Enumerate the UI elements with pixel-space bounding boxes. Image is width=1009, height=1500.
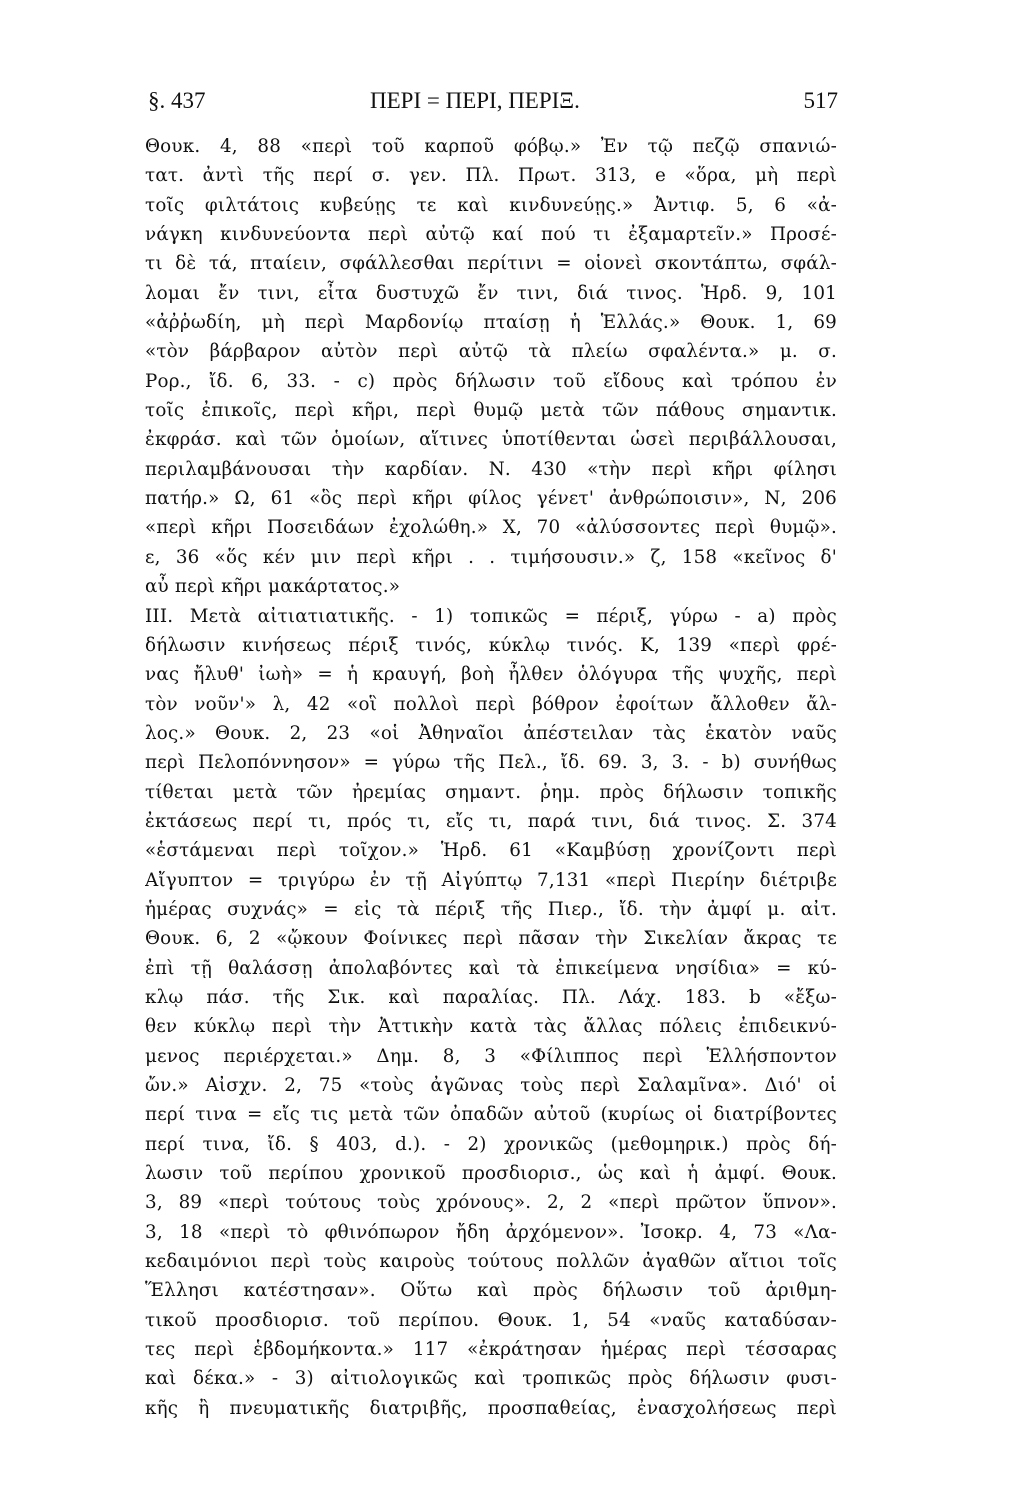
text-line: δήλωσιν κινήσεως πέριξ τινός, κύκλῳ τινός. Κ, 139 «περὶ φρέ-: [145, 634, 837, 656]
text-line: κλῳ πάσ. τῆς Σικ. καὶ παραλίας. Πλ. Λάχ. 183. b «ἔξω-: [145, 986, 837, 1008]
text-line: τι δὲ τά, πταίειν, σφάλλεσθαι περίτινι = οἱονεὶ σκοντάπτω, σφάλ-: [145, 253, 837, 275]
text-line: τες περὶ ἑβδομήκοντα.» 117 «ἐκράτησαν ἡμέρας περὶ τέσσαρας: [145, 1339, 837, 1361]
text-line: νάγκη κινδυνεύοντα περὶ αὐτῷ καί πού τι ἐξαμαρτεῖν.» Προσέ-: [145, 224, 837, 246]
text-line: λος.» Θουκ. 2, 23 «οἱ Ἀθηναῖοι ἀπέστειλαν τὰς ἑκατὸν ναῦς: [145, 722, 837, 744]
text-line: Ἕλλησι κατέστησαν». Οὕτω καὶ πρὸς δήλωσιν τοῦ ἀριθμη-: [145, 1280, 837, 1302]
text-line: «ἑστάμεναι περὶ τοῖχον.» Ἡρδ. 61 «Καμβύσῃ χρονίζοντι περὶ: [145, 840, 837, 862]
text-line: κεδαιμόνιοι περὶ τοὺς καιροὺς τούτους πολλῶν ἀγαθῶν αἴτιοι τοῖς: [145, 1251, 837, 1273]
text-line: ε, 36 «ὅς κέν μιν περὶ κῆρι . . τιμήσουσιν.» ζ, 158 «κεῖνος δ': [145, 546, 837, 568]
text-line: κῆς ἢ πνευματικῆς διατριβῆς, προσπαθείας, ἐνασχολήσεως περὶ: [145, 1397, 837, 1419]
text-line: «ἀῤῥωδίη, μὴ περὶ Μαρδονίῳ πταίσῃ ἡ Ἑλλάς.» Θουκ. 1, 69: [145, 312, 837, 334]
text-line: πατήρ.» Ω, 61 «ὃς περὶ κῆρι φίλος γένετ' ἀνθρώποισιν», Ν, 206: [145, 488, 837, 510]
text-line: περί τινα, ἴδ. § 403, d.). - 2) χρονικῶς (μεθομηρικ.) πρὸς δή-: [145, 1133, 837, 1155]
page-header: [148, 88, 838, 122]
text-line: θεν κύκλῳ περὶ τὴν Ἀττικὴν κατὰ τὰς ἄλλας πόλεις ἐπιδεικνύ-: [145, 1016, 837, 1038]
text-line: ὤν.» Αἰσχν. 2, 75 «τοὺς ἀγῶνας τοὺς περὶ Σαλαμῖνα». Διό' οἱ: [145, 1075, 837, 1096]
text-line: «περὶ κῆρι Ποσειδάων ἐχολώθη.» Χ, 70 «ἀλύσσοντες περὶ θυμῷ».: [145, 517, 837, 539]
text-line: τοῖς ἐπικοῖς, περὶ κῆρι, περὶ θυμῷ μετὰ τῶν πάθους σημαντικ.: [145, 400, 837, 422]
text-line: ἐκφράσ. καὶ τῶν ὁμοίων, αἵτινες ὑποτίθενται ὡσεὶ περιβάλλουσαι,: [145, 429, 837, 451]
text-line: 3, 18 «περὶ τὸ φθινόπωρον ἤδη ἀρχόμενον». Ἰσοκρ. 4, 73 «Λα-: [145, 1221, 837, 1243]
text-line: Αἴγυπτον = τριγύρω ἐν τῇ Αἰγύπτῳ 7,131 «περὶ Πιερίην διέτριβε: [145, 869, 837, 891]
text-line: ἡμέρας συχνάς» = εἰς τὰ πέριξ τῆς Πιερ., ἴδ. τὴν ἀμφί μ. αἰτ.: [145, 898, 837, 920]
text-line: ἐκτάσεως περί τι, πρός τι, εἴς τι, παρά τινι, διά τινος. Σ. 374: [145, 810, 837, 832]
text-line: περὶ Πελοπόννησον» = γύρω τῆς Πελ., ἴδ. 69. 3, 3. - b) συνήθως: [145, 752, 837, 774]
text-line: καὶ δέκα.» - 3) αἰτιολογικῶς καὶ τροπικῶς πρὸς δήλωσιν φυσι-: [145, 1368, 837, 1390]
text-line: τίθεται μετὰ τῶν ἠρεμίας σημαντ. ῥημ. πρὸς δήλωσιν τοπικῆς: [145, 781, 837, 803]
section-number: §. 437: [148, 88, 206, 113]
text-line: 3, 89 «περὶ τούτους τοὺς χρόνους». 2, 2 «περὶ πρῶτον ὕπνον».: [145, 1192, 837, 1214]
page-number: 517: [803, 88, 838, 113]
text-line: τὸν νοῦν'» λ, 42 «οἳ πολλοὶ περὶ βόθρον ἐφοίτων ἄλλοθεν ἄλ-: [145, 693, 837, 715]
text-line: λωσιν τοῦ περίπου χρονικοῦ προσδιορισ., ὡς καὶ ἡ ἀμφί. Θουκ.: [145, 1163, 837, 1185]
text-line: μενος περιέρχεται.» Δημ. 8, 3 «Φίλιππος περὶ Ἑλλήσποντον: [145, 1045, 837, 1067]
running-title: ΠΕΡΙ = ΠΕΡΙ, ΠΕΡΙΞ.: [370, 88, 580, 113]
text-line: Ρορ., ἴδ. 6, 33. - c) πρὸς δήλωσιν τοῦ εἴδους καὶ τρόπου ἐν: [145, 370, 837, 392]
body-text: [145, 132, 837, 1423]
text-line: «τὸν βάρβαρον αὐτὸν περὶ αὐτῷ τὰ πλείω σφαλέντα.» μ. σ.: [145, 341, 837, 363]
text-line: περί τινα = εἴς τις μετὰ τῶν ὀπαδῶν αὐτοῦ (κυρίως οἱ διατρίβοντες: [145, 1104, 837, 1126]
text-line: τατ. ἀντὶ τῆς περί σ. γεν. Πλ. Πρωτ. 313, e «ὅρα, μὴ περὶ: [145, 165, 837, 187]
text-line: ἐπὶ τῇ θαλάσσῃ ἀπολαβόντες καὶ τὰ ἐπικείμενα νησίδια» = κύ-: [145, 957, 837, 979]
text-line: τικοῦ προσδιορισ. τοῦ περίπου. Θουκ. 1, 54 «ναῦς καταδύσαν-: [145, 1309, 837, 1331]
text-line: Θουκ. 6, 2 «ᾤκουν Φοίνικες περὶ πᾶσαν τὴν Σικελίαν ἄκρας τε: [145, 928, 837, 950]
text-line: λομαι ἔν τινι, εἶτα δυστυχῶ ἔν τινι, διά τινος. Ἡρδ. 9, 101: [145, 282, 837, 304]
text-line: Θουκ. 4, 88 «περὶ τοῦ καρποῦ φόβῳ.» Ἐν τῷ πεζῷ σπανιώ-: [145, 136, 837, 157]
text-line: τοῖς φιλτάτοις κυβεύῃς τε καὶ κινδυνεύῃς.» Ἀντιφ. 5, 6 «ἀ-: [145, 194, 837, 216]
text-line: νας ἤλυθ' ἰωὴ» = ἡ κραυγή, βοὴ ἦλθεν ὁλόγυρα τῆς ψυχῆς, περὶ: [145, 664, 837, 686]
text-line: αὖ περὶ κῆρι μακάρτατος.»: [145, 576, 401, 598]
text-line: περιλαμβάνουσαι τὴν καρδίαν. Ν. 430 «τὴν περὶ κῆρι φίλησι: [145, 458, 837, 480]
text-line: ΙΙΙ. Μετὰ αἰτιατιατικῆς. - 1) τοπικῶς = πέριξ, γύρω - a) πρὸς: [145, 605, 837, 627]
